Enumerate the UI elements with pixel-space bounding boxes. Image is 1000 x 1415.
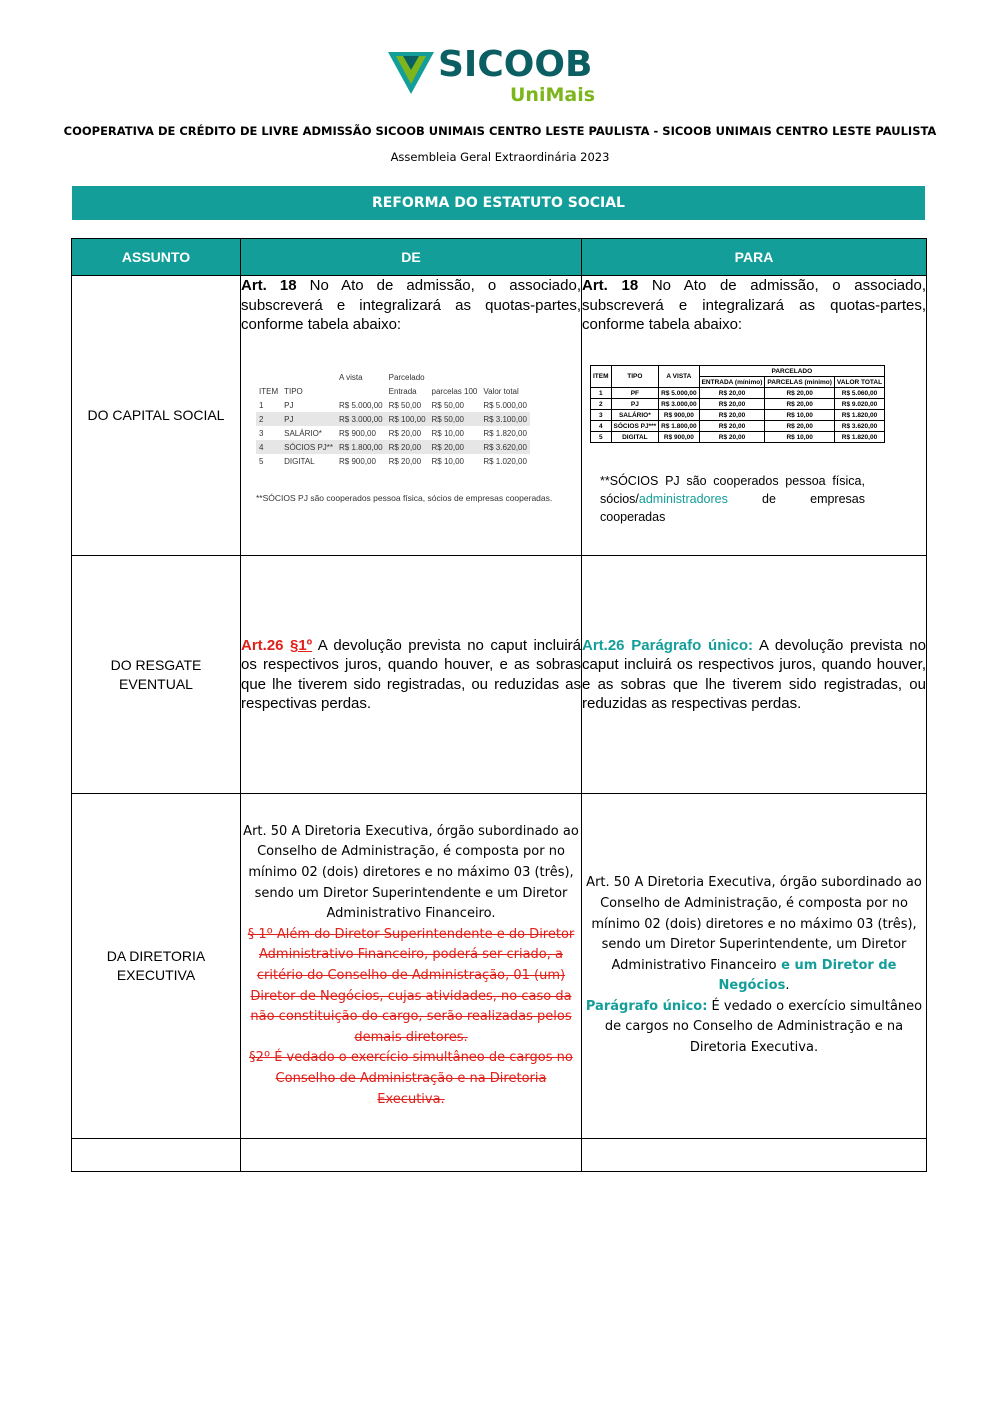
table-header: VALOR TOTAL [834,377,884,388]
empty-cell [582,1139,927,1172]
table-header: PARCELAS (mínimo) [765,377,835,388]
table-cell: R$ 20,00 [386,440,429,454]
table-row [256,426,530,440]
old-quota-table [256,370,530,468]
table-header: Valor total [483,386,519,396]
de-resgate [241,556,582,794]
table-header: PARCELADO [699,366,884,377]
cooperative-name: COOPERATIVA DE CRÉDITO DE LIVRE ADMISSÃO SICOOB UNIMAIS CENTRO LESTE PAULISTA - SICOOB UNIMAIS CENTRO LESTE PAULISTA [63,124,937,138]
table-cell: 1 [259,400,264,410]
table-cell: R$ 10,00 [765,432,835,443]
table-cell: R$ 1.800,00 [659,421,699,432]
table-cell: R$ 5.060,00 [834,388,884,399]
table-cell: R$ 1.020,00 [483,456,527,466]
table-cell: DIGITAL [284,456,315,466]
table-cell: R$ 3.100,00 [480,412,530,426]
old-table-note: **SÓCIOS PJ são cooperados pessoa física, sócios de empresas cooperadas. [256,493,553,503]
empty-cell [72,1139,241,1172]
table-cell: 4 [591,421,612,432]
table-cell: R$ 20,00 [699,388,765,399]
para-resgate [582,556,927,794]
table-cell: R$ 1.820,00 [483,428,527,438]
paragraph-label: Parágrafo único: [585,998,708,1014]
article-text: A devolução prevista no caput incluirá os respectivos juros, quando houver, e as sobras que lhe tiverem sido registradas, ou reduzidas as respectivas perdas. [582,636,926,712]
table-cell: R$ 50,00 [429,412,481,426]
table-cell: R$ 20,00 [429,440,481,454]
column-para: PARA [582,239,927,276]
para-diretoria [582,794,927,1139]
brand-sub: UniMais [510,84,596,106]
sicoob-logo [388,44,618,110]
assembly-title: Assembleia Geral Extraordinária 2023 [390,150,610,164]
paragraph-label: §1º [289,636,313,654]
table-cell: R$ 5.000,00 [483,400,527,410]
table-row [256,370,530,384]
table-cell [336,384,386,398]
table-header: parcelas 100 [431,386,478,396]
table-header: ITEM [591,366,612,388]
added-text: e um Diretor de Negócios [718,957,897,994]
table-header: A vista [339,372,363,382]
article-text-block [582,873,926,997]
paragraph-text: É vedado o exercício simultâneo de cargos no Conselho de Administração e na Diretoria Executiva. [604,998,923,1056]
table-header: TIPO [284,386,303,396]
table-header: Parcelado [388,372,425,382]
table-cell: R$ 10,00 [431,456,464,466]
table-cell: R$ 20,00 [699,421,765,432]
de-diretoria [241,794,582,1139]
table-row [72,556,927,794]
table-cell: R$ 3.620,00 [480,440,530,454]
article-label: Art.26 Parágrafo único: [582,636,754,654]
table-header: A VISTA [659,366,699,388]
table-cell: 4 [256,440,281,454]
table-header [281,370,336,384]
table-cell: 2 [591,399,612,410]
table-cell: R$ 10,00 [431,428,464,438]
table-header: Entrada [388,386,417,396]
note-highlight: administradores [638,492,728,506]
struck-paragraph-2: §2º É vedado o exercício simultâneo de cargos no Conselho de Administração e na Diretoria Executiva. [249,1050,573,1107]
table-cell: R$ 900,00 [339,428,376,438]
subject-capital: DO CAPITAL SOCIAL [72,276,241,556]
table-cell: R$ 3.000,00 [659,399,699,410]
table-cell: R$ 20,00 [765,421,835,432]
table-cell: SÓCIOS PJ** [281,440,336,454]
table-cell: R$ 9.020,00 [834,399,884,410]
table-cell: SALÁRIO* [284,428,322,438]
table-row-empty [72,1139,927,1172]
table-cell: R$ 100,00 [386,412,429,426]
table-row [256,440,530,454]
table-row [72,794,927,1139]
table-row [591,421,885,432]
table-cell: SÓCIOS PJ*** [611,421,659,432]
table-row [256,398,530,412]
subject-diretoria: DA DIRETORIA EXECUTIVA [72,794,241,1139]
table-header: ITEM [259,386,279,396]
table-cell: 1 [591,388,612,399]
article-label: Art. 18 [241,277,297,294]
table-row [256,412,530,426]
table-cell: 5 [259,456,264,466]
table-row [591,399,885,410]
table-cell: 2 [256,412,281,426]
table-cell: R$ 5.000,00 [339,400,383,410]
section-banner: REFORMA DO ESTATUTO SOCIAL [72,186,925,220]
table-header-row [72,239,927,276]
table-row [256,454,530,468]
sicoob-logo-icon [388,50,434,94]
empty-cell [241,1139,582,1172]
table-cell: R$ 5.000,00 [659,388,699,399]
table-cell: R$ 20,00 [699,399,765,410]
article-text: A devolução prevista no caput incluirá os respectivos juros, quando houver, e as sobras que lhe tiverem sido registradas, ou reduzidas as respectivas perdas. [241,636,581,712]
table-cell: R$ 20,00 [765,388,835,399]
table-cell: R$ 3.000,00 [336,412,386,426]
column-assunto: ASSUNTO [72,239,241,276]
table-cell: R$ 20,00 [699,432,765,443]
article-text: Art. 50 A Diretoria Executiva, órgão subordinado ao Conselho de Administração, é composta por no mínimo 02 (dois) diretores e no máximo 03 (três), sendo um Diretor Superintendente e um Diretor Administrativo Financeiro. [243,823,579,922]
article-label: Art. 18 [582,277,639,294]
article-text: No Ato de admissão, o associado, subscreverá e integralizará as quotas-partes, conforme tabela abaixo: [582,277,926,333]
new-table-note [600,472,865,526]
table-cell: R$ 1.800,00 [336,440,386,454]
article-label: Art.26 [241,636,284,654]
table-cell: R$ 900,00 [339,456,376,466]
subject-resgate: DO RESGATE EVENTUAL [72,556,241,794]
table-cell: R$ 900,00 [659,432,699,443]
new-quota-table [590,365,885,443]
table-cell: PJ [284,400,294,410]
table-cell: R$ 900,00 [659,410,699,421]
table-cell: R$ 20,00 [388,456,422,466]
table-cell: 5 [591,432,612,443]
table-cell: R$ 3.620,00 [834,421,884,432]
struck-paragraph-1: § 1º Além do Diretor Superintendente e do Diretor Administrativo Financeiro, poderá ser criado, a critério do Conselho de Administração, 01 (um) Diretor de Negócios, cujas atividades, no caso da não constituição do cargo, serão realizadas pelos demais diretores. [247,926,575,1045]
table-row [256,384,530,398]
table-cell: R$ 50,00 [388,400,422,410]
table-cell: PJ [281,412,336,426]
note-text: **SÓCIOS PJ são cooperados pessoa física, sócios/ [600,474,865,506]
article-text: No Ato de admissão, o associado, subscreverá e integralizará as quotas-partes, conforme tabela abaixo: [241,277,581,333]
table-cell: R$ 1.820,00 [834,432,884,443]
table-cell: PF [611,388,659,399]
added-dot: . [785,978,790,994]
table-cell: R$ 10,00 [765,410,835,421]
article-text: Art. 50 A Diretoria Executiva, órgão subordinado ao Conselho de Administração, é composta por no mínimo 02 (dois) diretores e no máximo 03 (três), sendo um Diretor Superintendente, um Diretor Administrativo Financeiro [586,875,922,973]
table-header [256,370,281,384]
table-cell: 3 [591,410,612,421]
table-row [591,366,885,377]
table-cell: SALÁRIO* [611,410,659,421]
column-de: DE [241,239,582,276]
note-text: de empresas cooperadas [600,492,865,524]
table-cell: R$ 20,00 [699,410,765,421]
table-row [591,410,885,421]
table-cell: DIGITAL [611,432,659,443]
table-cell: R$ 20,00 [765,399,835,410]
table-cell: PJ [611,399,659,410]
paragraph-block [582,997,926,1059]
table-header: TIPO [611,366,659,388]
brand-name: SICOOB [438,44,593,85]
table-row [591,388,885,399]
table-cell: R$ 20,00 [388,428,422,438]
table-header: ENTRADA (mínimo) [699,377,765,388]
table-cell: R$ 50,00 [431,400,464,410]
table-row [591,432,885,443]
table-cell: R$ 1.820,00 [834,410,884,421]
table-cell: 3 [259,428,264,438]
